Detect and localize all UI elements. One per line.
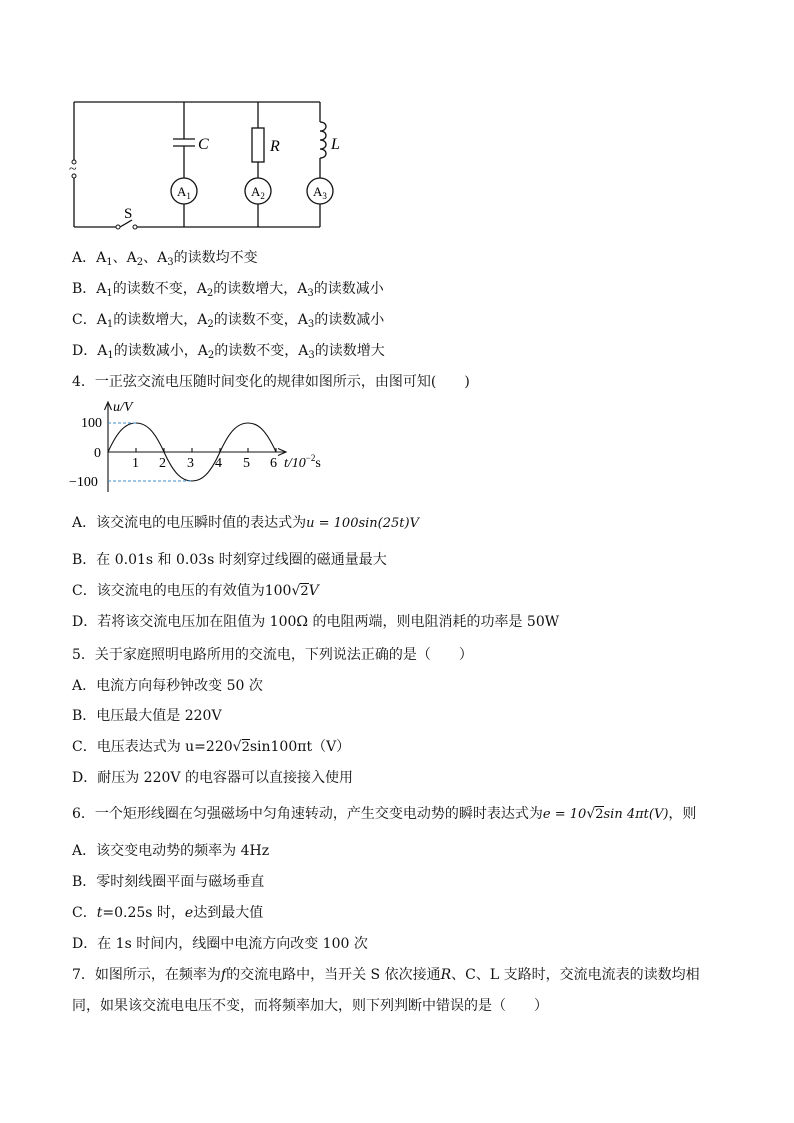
graph-x-tick-1: 1 <box>132 456 139 471</box>
q3-option-c: C．$A_1$的读数增大，$A_2$的读数不变，$A_3$的读数减小 <box>72 312 385 330</box>
q4-option-c: C．该交流电的电压的有效值为100√2V <box>72 583 319 599</box>
q7-stem-line-2: 同，如果该交流电电压不变，而将频率加大，则下列判断中错误的是（ ） <box>72 998 548 1014</box>
graph-x-label: $t/10^{-2}s$ <box>284 453 321 471</box>
q4-option-d: D．若将该交流电压加在阻值为 100Ω 的电阻两端，则电阻消耗的功率是 50W <box>72 614 560 630</box>
graph-y-label: u/V <box>113 400 133 415</box>
q3-option-b: B．$A_1$的读数不变，$A_2$的读数增大，$A_3$的读数减小 <box>72 281 384 299</box>
graph-y-tick-neg100: −100 <box>69 475 98 490</box>
resistor-label: R <box>270 138 280 155</box>
ammeter-3-label: $A_3$ <box>313 184 327 201</box>
q6-option-b: B．零时刻线圈平面与磁场垂直 <box>72 874 265 890</box>
q3-option-a: A．$A_1$、$A_2$、$A_3$的读数均不变 <box>72 250 258 268</box>
q4-option-b: B．在 0.01s 和 0.03s 时刻穿过线圈的磁通量最大 <box>72 552 387 568</box>
q5-option-b: B．电压最大值是 220V <box>72 708 222 724</box>
circuit-diagram <box>60 92 350 242</box>
capacitor-label: C <box>198 136 209 153</box>
q6-option-a: A．该交变电动势的频率为 4Hz <box>72 843 270 859</box>
q5-option-d: D．耐压为 220V 的电容器可以直接接入使用 <box>72 770 353 786</box>
q4-option-a: A．该交流电的电压瞬时值的表达式为u = 100sin(25t)V <box>72 515 419 531</box>
q4-sine-graph <box>66 396 336 496</box>
graph-origin-label: 0 <box>94 446 101 461</box>
source-label: ~ <box>69 162 77 177</box>
ammeter-1-label: $A_1$ <box>177 184 191 201</box>
q4-stem: 4．一正弦交流电压随时间变化的规律如图所示，由图可知( ) <box>72 374 470 390</box>
switch-label: S <box>124 206 133 222</box>
q7-stem-line-1: 7．如图所示，在频率为f的交流电路中，当开关 S 依次接通R、C、L 支路时，交流电流表的读数均相 <box>72 967 700 983</box>
q5-stem: 5．关于家庭照明电路所用的交流电，下列说法正确的是（ ） <box>72 647 473 663</box>
graph-x-tick-6: 6 <box>270 456 277 471</box>
graph-x-tick-2: 2 <box>159 456 166 471</box>
q5-option-c: C．电压表达式为 u=220√2sin100πt（V） <box>72 739 351 755</box>
q3-option-d: D．$A_1$的读数减小，$A_2$的读数不变，$A_3$的读数增大 <box>72 343 385 361</box>
q6-option-d: D．在 1s 时间内，线圈中电流方向改变 100 次 <box>72 936 368 952</box>
graph-x-tick-5: 5 <box>243 456 250 471</box>
graph-y-tick-100: 100 <box>81 416 102 431</box>
ammeter-2-label: $A_2$ <box>251 184 265 201</box>
q6-stem: 6．一个矩形线圈在匀强磁场中匀角速转动，产生交变电动势的瞬时表达式为e = 10√2sin 4πt(V)，则 <box>72 806 697 822</box>
inductor-label: L <box>331 136 340 153</box>
q5-option-a: A．电流方向每秒钟改变 50 次 <box>72 678 263 694</box>
q6-option-c: C．t=0.25s 时，e达到最大值 <box>72 905 264 921</box>
graph-x-tick-4: 4 <box>215 456 222 471</box>
graph-x-tick-3: 3 <box>187 456 194 471</box>
